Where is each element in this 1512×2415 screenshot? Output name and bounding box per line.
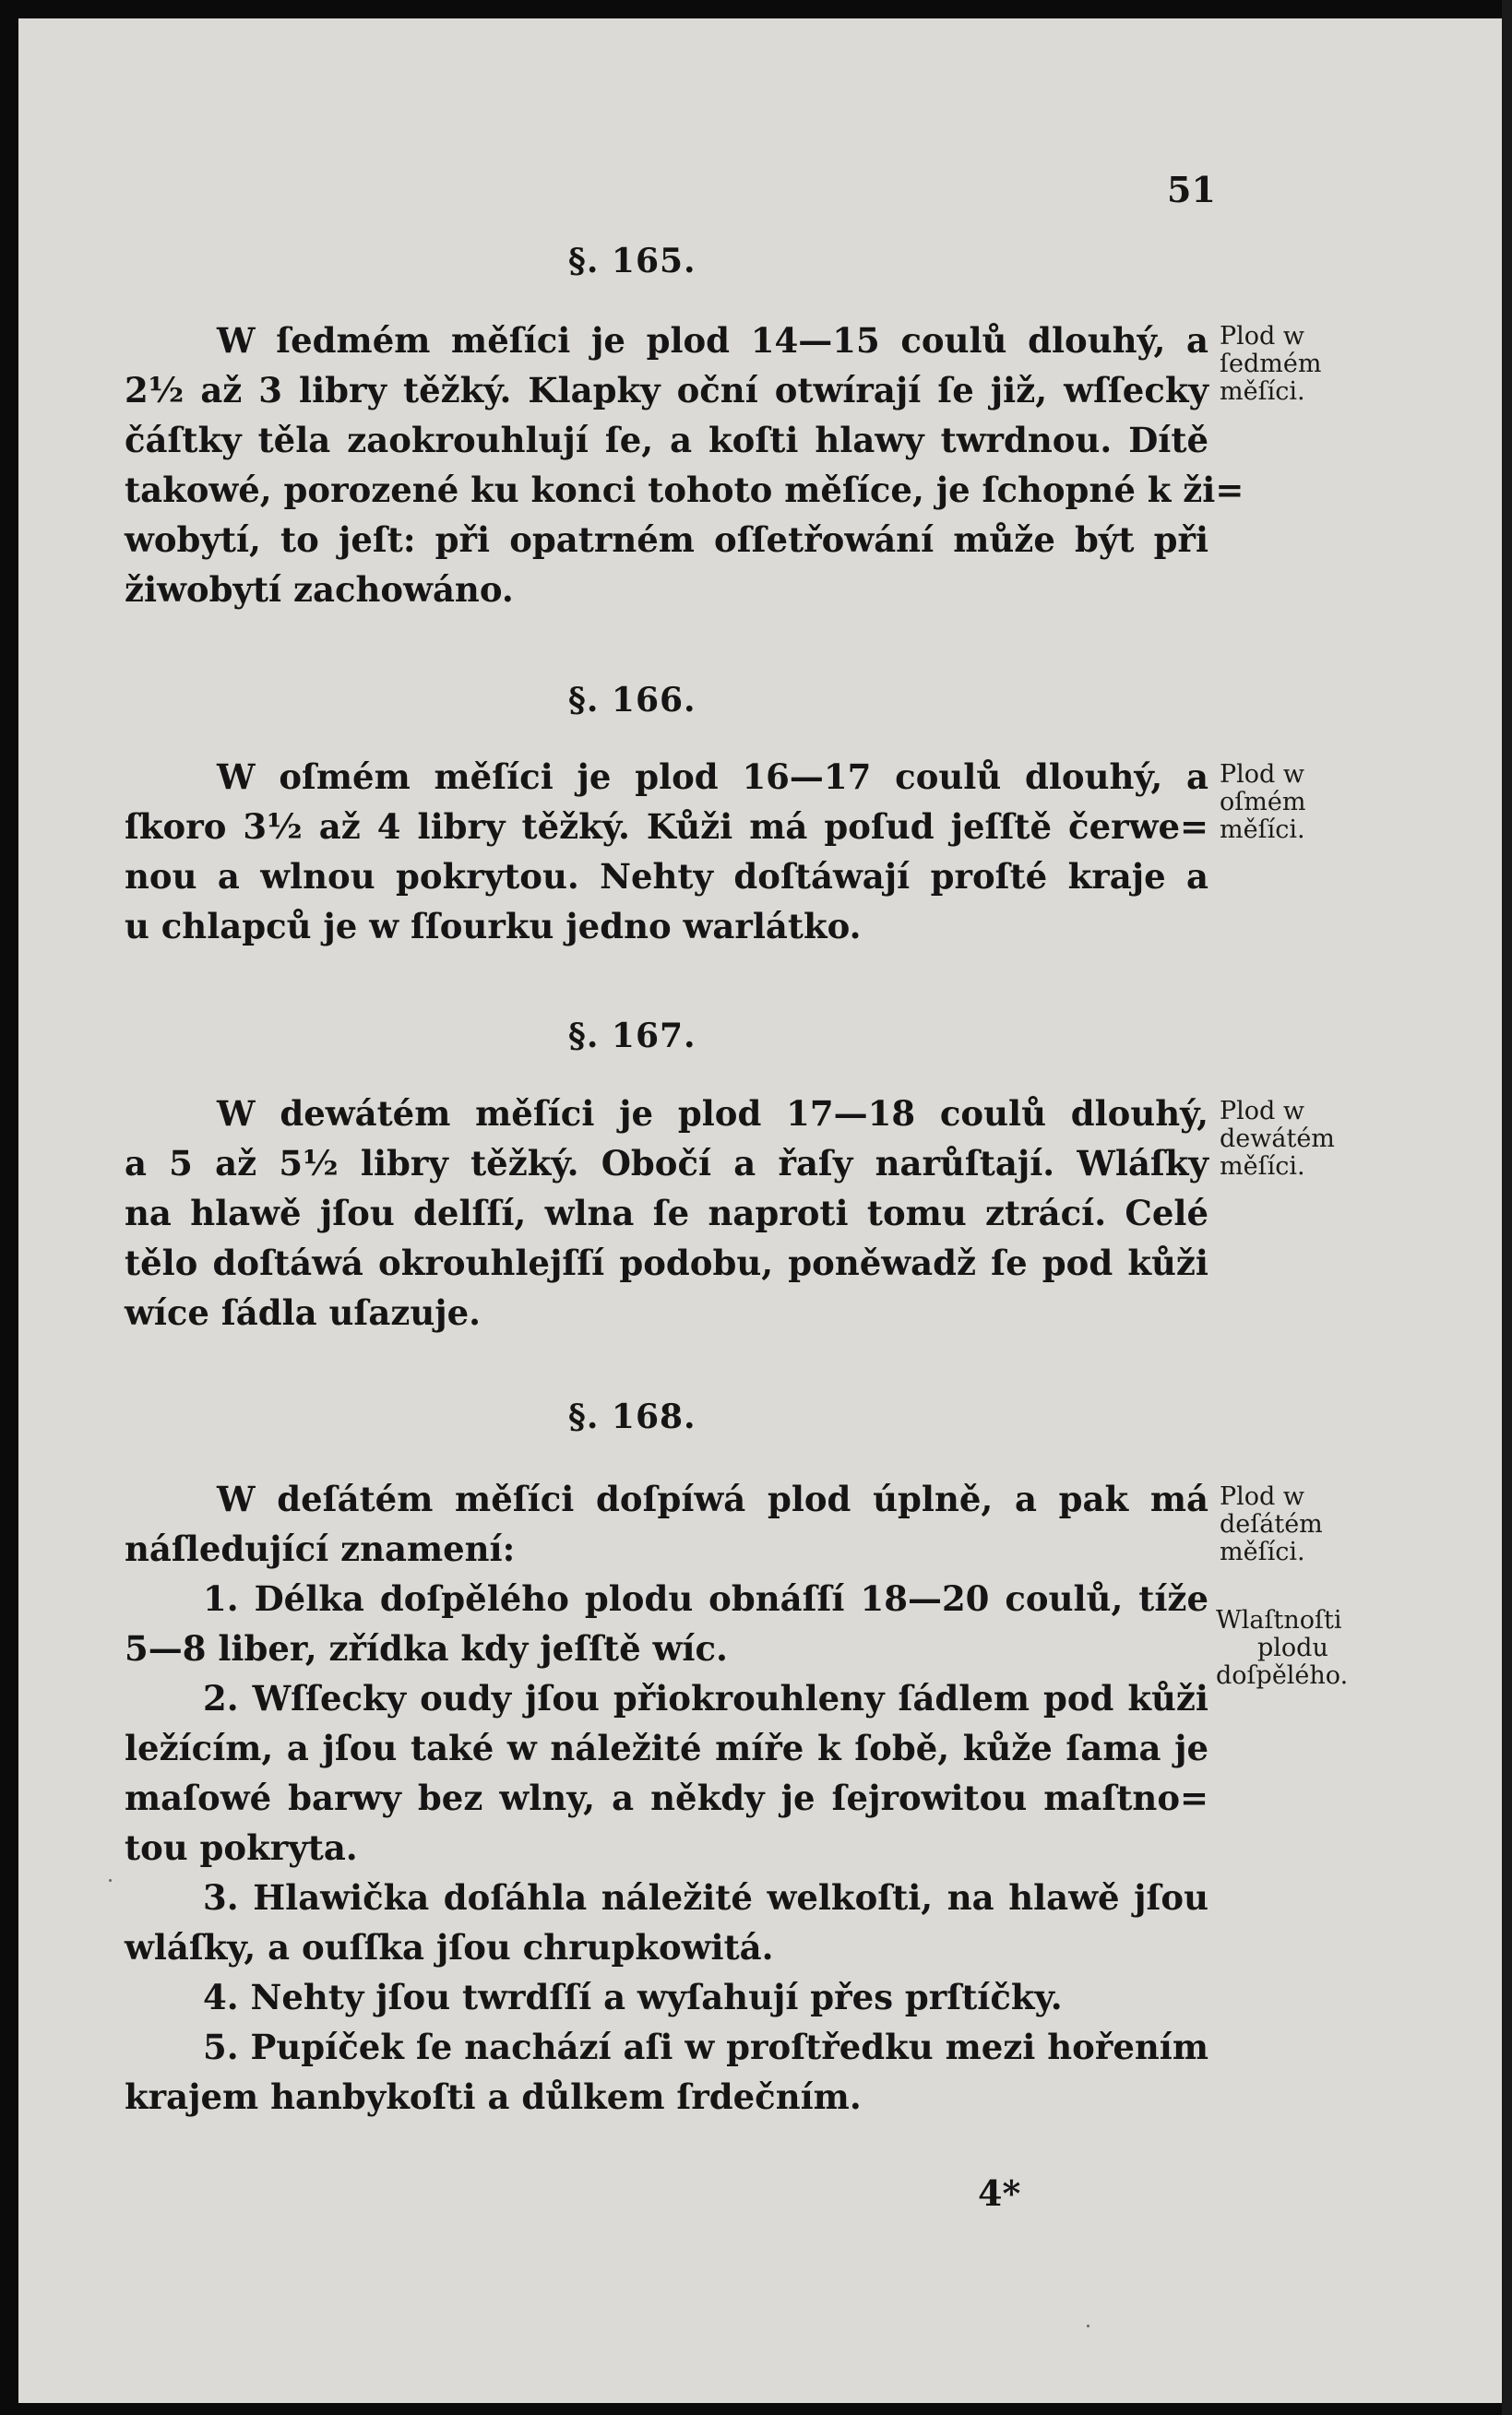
speck (1087, 2325, 1089, 2327)
text-line: u chlapců je w ſſourku jedno warlátko. (125, 906, 862, 946)
text-line: W deſátém měſíci doſpíwá plod úplně, a pak má (217, 1479, 1208, 1519)
text-line: a 5 až 5½ libry těžký. Obočí a řaſy narůſtají. Wláſky (125, 1143, 1208, 1184)
margin-note-line: deſátém (1220, 1510, 1323, 1539)
text-line: 2½ až 3 libry těžký. Klapky oční otwírají ſe již, wſſecky (125, 370, 1208, 410)
text-line: takowé, porozené ku konci tohoto měſíce, je ſchopné k ži= (125, 470, 1244, 510)
section-heading-167: §. 167. (568, 1017, 696, 1055)
margin-note-line: ſedmém (1220, 350, 1322, 378)
margin-note-line: oſmém (1220, 788, 1306, 816)
text-line: W dewátém měſíci je plod 17—18 coulů dlouhý, (217, 1093, 1208, 1134)
text-line: W oſmém měſíci je plod 16—17 coulů dlouhý, a (217, 756, 1208, 797)
list-item-1: 1. Délka doſpělého plodu obnáſſí 18—20 coulů, tíže (203, 1578, 1208, 1619)
list-item-5: 5. Pupíček ſe nachází aſi w proſtředku mezi hořením (203, 2027, 1208, 2067)
margin-note-line: dewátém (1220, 1124, 1335, 1153)
paragraph-168 (125, 1474, 1208, 2122)
text-line: nou a wlnou pokrytou. Nehty doſtáwají proſté kraje a (125, 856, 1208, 897)
margin-note-line: Plod w (1220, 760, 1305, 789)
paragraph-166 (125, 752, 1208, 951)
section-heading-168: §. 168. (568, 1398, 696, 1436)
paragraph-165 (125, 315, 1244, 614)
text-line: wobytí, to jeſt: při opatrném oſſetřowání může být při (125, 519, 1208, 560)
section-heading-165: §. 165. (568, 242, 696, 280)
margin-note-165 (1220, 323, 1367, 406)
list-item-4: 4. Nehty jſou twrdſſí a wyſahují přes prſtíčky. (203, 1977, 1063, 2017)
text-line: žiwobytí zachowáno. (125, 569, 514, 610)
text-line: tou pokryta. (125, 1827, 358, 1868)
margin-note-line: plodu (1257, 1634, 1328, 1662)
margin-note-168-properties (1216, 1607, 1363, 1690)
text-line: krajem hanbykoſti a důlkem ſrdečním. (125, 2076, 862, 2117)
margin-note-line: Plod w (1220, 322, 1305, 351)
margin-note-line: Wlaſtnoſti (1216, 1606, 1342, 1635)
text-line: ležícím, a jſou také w náležité míře k ſobě, kůže ſama je (125, 1728, 1208, 1768)
section-heading-166: §. 166. (568, 681, 696, 720)
paragraph-167 (125, 1089, 1208, 1338)
margin-note-line: měſíci. (1220, 1152, 1305, 1181)
margin-note-168 (1220, 1483, 1367, 1566)
text-line: čáſtky těla zaokrouhlují ſe, a koſti hlawy twrdnou. Dítě (125, 420, 1208, 460)
margin-note-line: doſpělého. (1216, 1661, 1349, 1690)
text-line: 5—8 liber, zřídka kdy jeſſtě wíc. (125, 1628, 728, 1669)
text-line: ſkoro 3½ až 4 libry těžký. Kůži má poſud jeſſtě čerwe= (125, 806, 1208, 847)
text-line: maſowé barwy bez wlny, a někdy je ſejrowitou maſtno= (125, 1778, 1208, 1818)
text-line: W ſedmém měſíci je plod 14—15 coulů dlouhý, a (217, 320, 1208, 361)
list-item-2: 2. Wſſecky oudy jſou přiokrouhleny ſádlem pod kůži (203, 1678, 1208, 1719)
scan-border (1502, 0, 1512, 2415)
text-line: wíce ſádla uſazuje. (125, 1292, 482, 1333)
margin-note-line: měſíci. (1220, 377, 1305, 406)
margin-note-166 (1220, 761, 1367, 844)
text-line: na hlawě jſou delſſí, wlna ſe naproti tomu ztrácí. Celé (125, 1193, 1208, 1233)
speck (109, 1879, 112, 1882)
margin-note-line: Plod w (1220, 1097, 1305, 1125)
signature-mark: 4* (978, 2172, 1021, 2214)
text-line: tělo doſtáwá okrouhlejſſí podobu, poněwadž ſe pod kůži (125, 1243, 1208, 1283)
text-line: wláſky, a ouſſka jſou chrupkowitá. (125, 1927, 774, 1968)
text-line: náſledující znamení: (125, 1529, 516, 1569)
margin-note-167 (1220, 1098, 1367, 1181)
margin-note-line: Plod w (1220, 1482, 1305, 1511)
page-number: 51 (1167, 169, 1216, 210)
margin-note-line: měſíci. (1220, 815, 1305, 844)
list-item-3: 3. Hlawička doſáhla náležité welkoſti, na hlawě jſou (203, 1877, 1208, 1918)
margin-note-line: měſíci. (1220, 1538, 1305, 1566)
